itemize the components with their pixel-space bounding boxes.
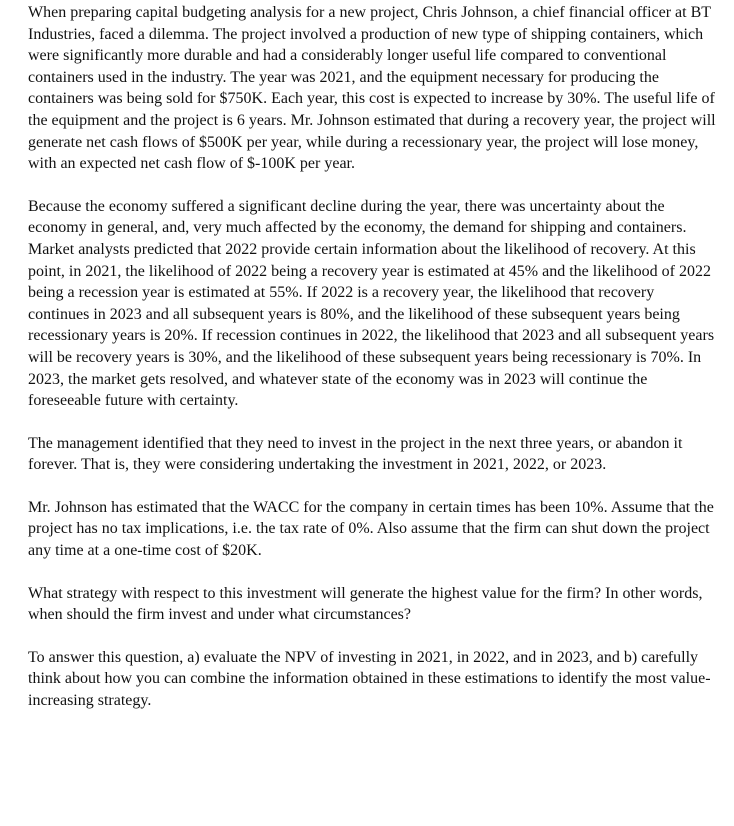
paragraph-question: What strategy with respect to this investment will generate the highest value for the firm? In other words, when should the firm invest and under what circumstances? [28,584,703,624]
paragraph-economy: Because the economy suffered a significant decline during the year, there was uncertainty about the economy in general, and, very much affected by the economy, the demand for shipping and containers. Market analysts predicted that 2022 provide certain information about the likelihood of recovery. At this point, in 2021, the likelihood of 2022 being a recovery year is estimated at 45% and the likelihood of 2022 being a recession year is estimated at 55%. If 2022 is a recovery year, the likelihood that recovery continues in 2023 and all subsequent years is 80%, and the likelihood of these subsequent years being recessionary years is 20%. If recession continues in 2022, the likelihood that 2023 and all subsequent years will be recovery years is 30%, and the likelihood of these subsequent years being recessionary is 70%. In 2023, the market gets resolved, and whatever state of the economy was in 2023 will continue the foreseeable future with certainty. [28,197,715,410]
paragraph-instructions: To answer this question, a) evaluate the NPV of investing in 2021, in 2022, and in 2023, and b) carefully think about how you can combine the information obtained in these estimations to identify the most value-increasing strategy. [28,648,711,710]
document-body [28,2,718,712]
paragraph-investment-window: The management identified that they need to invest in the project in the next three years, or abandon it forever. That is, they were considering undertaking the investment in 2021, 2022, or 2023. [28,434,683,474]
paragraph-wacc: Mr. Johnson has estimated that the WACC for the company in certain times has been 10%. Assume that the project has no tax implications, i.e. the tax rate of 0%. Also assume that the firm can shut down the project any time at a one-time cost of $20K. [28,498,714,560]
paragraph-intro: When preparing capital budgeting analysis for a new project, Chris Johnson, a chief financial officer at BT Industries, faced a dilemma. The project involved a production of new type of shipping containers, which were significantly more durable and had a considerably longer useful life compared to conventional containers used in the industry. The year was 2021, and the equipment necessary for producing the containers was being sold for $750K. Each year, this cost is expected to increase by 30%. The useful life of the equipment and the project is 6 years. Mr. Johnson estimated that during a recovery year, the project will generate net cash flows of $500K per year, while during a recessionary year, the project will lose money, with an expected net cash flow of $-100K per year. [28,4,716,173]
